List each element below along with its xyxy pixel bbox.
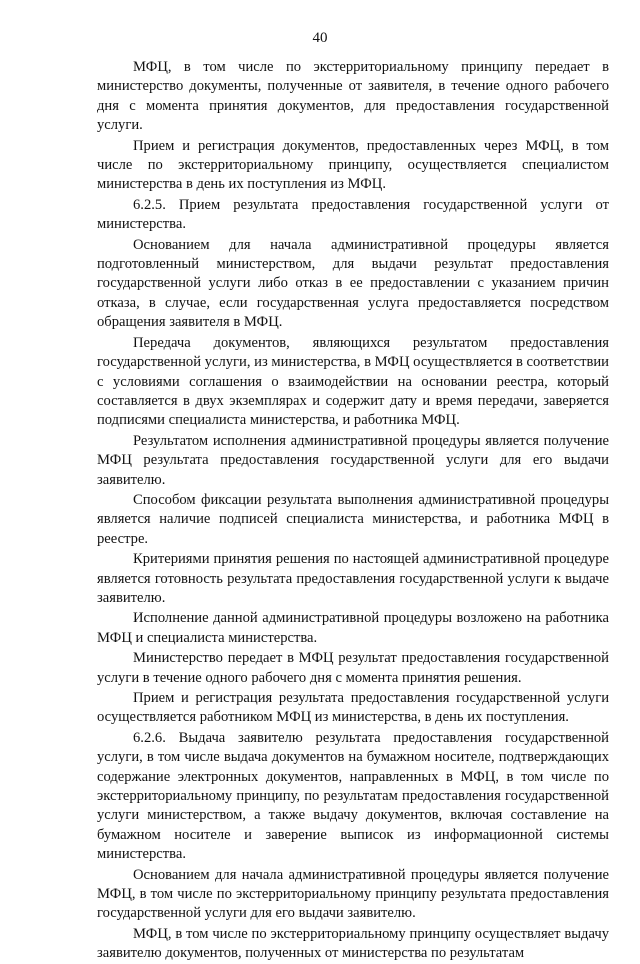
paragraph: Прием и регистрация результата предоставления государственной услуги осуществляется работником МФЦ из министерства, в день их поступления.	[97, 690, 609, 726]
paragraph: МФЦ, в том числе по экстерриториальному принципу осуществляет выдачу заявителю документов, полученных от министерства по результатам	[97, 925, 609, 962]
page-number: 40	[312, 30, 328, 46]
paragraph: Прием и регистрация документов, предоставленных через МФЦ, в том числе по экстерриториальному принципу, осуществляется специалистом министерства в день их поступления из МФЦ.	[97, 137, 609, 193]
paragraph: Министерство передает в МФЦ результат предоставления государственной услуги в течение одного рабочего дня с момента принятия решения.	[97, 650, 609, 686]
section-heading-6-2-5: 6.2.5. Прием результата предоставления государственной услуги от министерства.	[97, 196, 609, 233]
paragraph: МФЦ, в том числе по экстерриториальному принципу передает в министерство документы, полученные от заявителя, в течение одного рабочего дня с момента принятия документов, для предоставления государственной услуги.	[97, 59, 609, 134]
paragraph: Исполнение данной административной процедуры возложено на работника МФЦ и специалиста министерства.	[97, 610, 609, 646]
document-body	[97, 58, 609, 964]
paragraph: Передача документов, являющихся результатом предоставления государственной услуги, из министерства, в МФЦ осуществляется в соответствии с условиями соглашения о взаимодействии на основании реестра, который составляется в двух экземплярах и содержит дату и время передачи, заверяется подписями специалиста министерства, и работника МФЦ.	[97, 334, 609, 429]
paragraph: Основанием для начала административной процедуры является подготовленный министерством, для выдачи результат предоставления государственной услуги либо отказ в ее предоставлении с указанием причин отказа, в случае, если государственная услуга предоставляется посредством обращения заявителя в МФЦ.	[97, 236, 609, 331]
paragraph: Критериями принятия решения по настоящей административной процедуре является готовность результата предоставления государственной услуги к выдаче заявителю.	[97, 551, 609, 606]
paragraph: Способом фиксации результата выполнения административной процедуры является наличие подписей специалиста министерства, и работника МФЦ в реестре.	[97, 491, 609, 547]
paragraph: Основанием для начала административной процедуры является получение МФЦ, в том числе по экстерриториальному принципу результата предоставления государственной услуги для его выдачи заявителю.	[97, 866, 609, 922]
section-heading-6-2-6: 6.2.6. Выдача заявителю результата предоставления государственной услуги, в том числе выдача документов на бумажном носителе, подтверждающих содержание электронных документов, направленных в МФЦ, в том числе по экстерриториальному принципу, по результатам предоставления государственной услуги министерством, а также выдачу документов, включая составление на бумажном носителе и заверение выписок из информационной системы министерства.	[97, 729, 609, 863]
paragraph: Результатом исполнения административной процедуры является получение МФЦ результата предоставления государственной услуги для его выдачи заявителю.	[97, 432, 609, 488]
